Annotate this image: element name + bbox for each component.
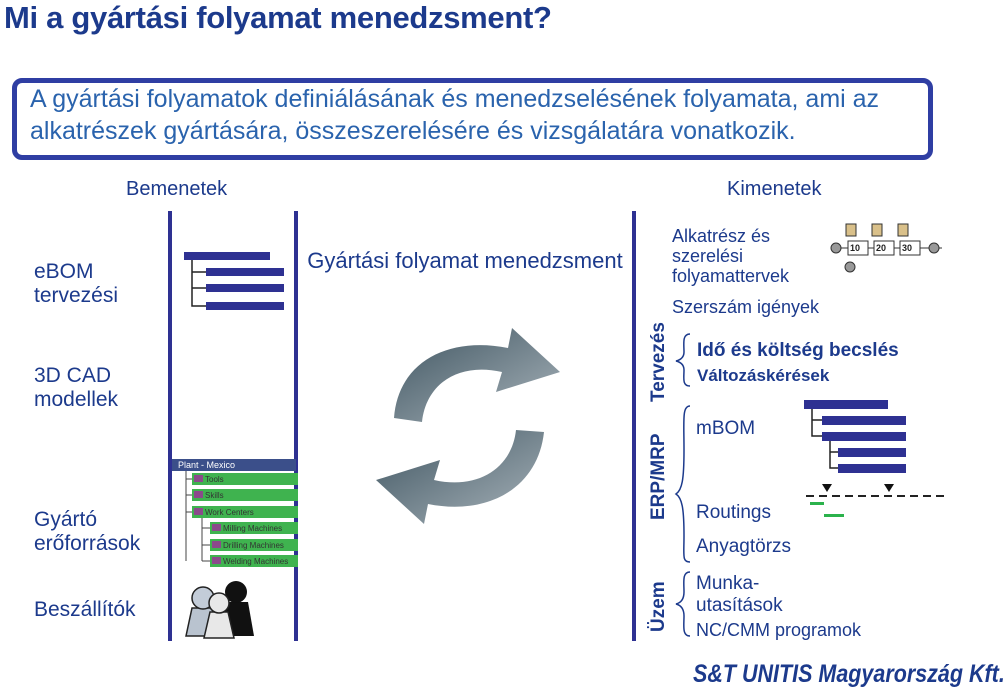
routing-op: 30	[902, 243, 913, 253]
plans-label: Alkatrész és szerelési folyamattervek	[672, 226, 790, 286]
tree-item: Drilling Machines	[223, 541, 284, 550]
people-icon	[178, 578, 260, 638]
work-instructions-label: Munka-utasítások	[696, 573, 783, 616]
page-title: Mi a gyártási folyamat menedzsment?	[4, 0, 552, 35]
center-title: Gyártási folyamat menedzsment	[307, 248, 623, 273]
tooling-label: Szerszám igények	[672, 297, 820, 317]
material-master-label: Anyagtörzs	[696, 536, 792, 557]
routing-op: 20	[876, 243, 887, 253]
tree-item: Welding Machines	[223, 557, 289, 566]
footer-company: S&T UNITIS Magyarország Kft.	[693, 660, 1005, 688]
routing-op: 10	[850, 243, 861, 253]
resources-label: Gyártó erőforrások	[34, 508, 141, 555]
resource-tree-root: Plant - Mexico	[178, 460, 236, 470]
outputs-heading: Kimenetek	[727, 178, 822, 200]
tree-item: Skills	[205, 491, 224, 500]
ebom-tree-graphic	[180, 250, 290, 320]
cycle-arrows-icon	[362, 322, 578, 530]
ebom-label: eBOM tervezési	[34, 260, 119, 307]
nc-cmm-label: NC/CMM programok	[696, 620, 862, 640]
tree-item: Tools	[205, 475, 224, 484]
routings-label: Routings	[696, 502, 771, 523]
mbom-tree-graphic	[800, 398, 960, 530]
mbom-label: mBOM	[696, 418, 756, 439]
planning-label: Tervezés	[648, 322, 669, 402]
tree-item: Work Centers	[205, 508, 254, 517]
inputs-heading: Bemenetek	[126, 178, 228, 200]
tree-item: Milling Machines	[223, 524, 283, 533]
intro-text: A gyártási folyamatok definiálásának és menedzselésének folyamata, ami az alkatrészek gyártására, összeszerelésére és vizsgálatára vonatkozik.	[30, 85, 880, 145]
routing-graphic	[822, 222, 952, 278]
shop-label: Üzem	[648, 581, 669, 632]
braces-graphic	[674, 330, 694, 642]
changes-label: Változáskérések	[697, 366, 830, 385]
resource-tree	[172, 459, 298, 571]
cad-label: 3D CAD modellek	[34, 364, 119, 411]
suppliers-label: Beszállítók	[34, 598, 136, 621]
erp-label: ERP/MRP	[648, 433, 669, 520]
estimation-label: Idő és költség becslés	[697, 340, 899, 361]
